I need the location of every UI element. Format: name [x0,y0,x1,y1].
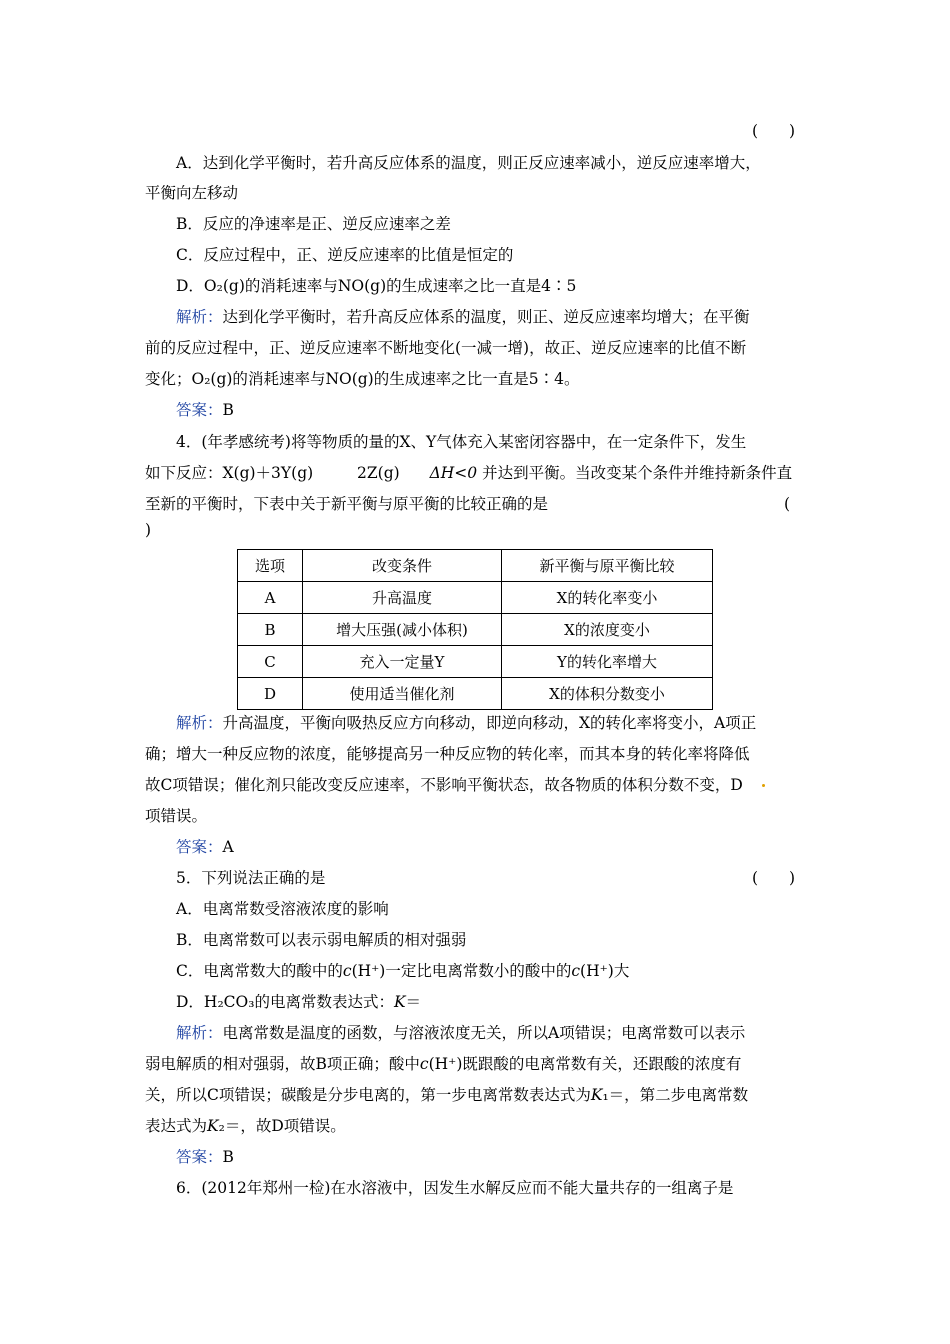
q4-analysis: 解析：升高温度，平衡向吸热反应方向移动，即逆向移动，X的转化率将变小，A项正 [176,714,757,732]
table-cell: B [238,614,303,646]
table-header-row [238,550,713,582]
q4-analysis-line2: 确；增大一种反应物的浓度，能够提高另一种反应物的转化率，而其本身的转化率将降低 [145,745,750,763]
table-cell: 使用适当催化剂 [303,678,502,710]
q6-stem: 6．(2012年郑州一检)在水溶液中，因发生水解反应而不能大量共存的一组离子是 [176,1179,734,1197]
table-row [238,646,713,678]
answer-label: 答案： [176,1148,223,1166]
table-cell: X的浓度变小 [502,614,713,646]
q3-analysis: 解析：达到化学平衡时，若升高反应体系的温度，则正、逆反应速率均增大；在平衡 [176,308,750,326]
table-row [238,582,713,614]
table-cell: Y的转化率增大 [502,646,713,678]
table-cell: X的转化率变小 [502,582,713,614]
q3-option-c: C．反应过程中，正、逆反应速率的比值是恒定的 [176,246,514,264]
q4-bracket-open: ( [784,495,791,513]
q5-option-b: B．电离常数可以表示弱电解质的相对强弱 [176,931,467,949]
q5-stem: 5．下列说法正确的是 [176,869,326,887]
table-cell: C [238,646,303,678]
table-cell: D [238,678,303,710]
analysis-label: 解析： [176,714,223,732]
q3-analysis-line3: 变化；O₂(g)的消耗速率与NO(g)的生成速率之比一直是5∶4。 [145,370,580,388]
q5-analysis-line4: 表达式为K₂＝，故D项错误。 [145,1117,346,1135]
q4-stem: 4．(年孝感统考)将等物质的量的X、Y气体充入某密闭容器中，在一定条件下，发生 [176,433,747,451]
table-header: 改变条件 [303,550,502,582]
table-row [238,614,713,646]
q3-analysis-line2: 前的反应过程中，正、逆反应速率不断地变化(一减一增)，故正、逆反应速率的比值不断 [145,339,747,357]
analysis-label: 解析： [176,308,223,326]
q5-answer: 答案：B [176,1148,234,1166]
decorative-dot [762,784,765,787]
q5-option-a: A．电离常数受溶液浓度的影响 [176,900,389,918]
q5-analysis-line3: 关，所以C项错误；碳酸是分步电离的，第一步电离常数表达式为K₁＝，第二步电离常数 [145,1086,749,1104]
table-header: 选项 [238,550,303,582]
q3-option-d: D．O₂(g)的消耗速率与NO(g)的生成速率之比一直是4∶5 [176,277,577,295]
q4-analysis-line3: 故C项错误；催化剂只能改变反应速率，不影响平衡状态，故各物质的体积分数不变，D [145,776,743,794]
q4-table [237,549,713,710]
q5-bracket: ( ) [752,869,796,887]
table-cell: 增大压强(减小体积) [303,614,502,646]
q5-option-d: D．H₂CO₃的电离常数表达式：K＝ [176,993,422,1011]
q3-option-b: B．反应的净速率是正、逆反应速率之差 [176,215,451,233]
table-row [238,678,713,710]
q5-analysis: 解析：电离常数是温度的函数，与溶液浓度无关，所以A项错误；电离常数可以表示 [176,1024,746,1042]
answer-label: 答案： [176,401,223,419]
q3-bracket: ( ) [752,122,796,140]
q3-option-a: A．达到化学平衡时，若升高反应体系的温度，则正反应速率减小，逆反应速率增大， [176,154,761,172]
table-cell: X的体积分数变小 [502,678,713,710]
q4-answer: 答案：A [176,838,234,856]
q4-stem-line3: 至新的平衡时，下表中关于新平衡与原平衡的比较正确的是 [145,495,549,513]
q3-option-a-cont: 平衡向左移动 [145,184,239,202]
table-header: 新平衡与原平衡比较 [502,550,713,582]
q4-bracket-close: ) [145,521,152,539]
table-cell: 升高温度 [303,582,502,614]
q5-option-c: C．电离常数大的酸中的c(H⁺)一定比电离常数小的酸中的c(H⁺)大 [176,962,630,980]
q3-answer: 答案：B [176,401,234,419]
answer-label: 答案： [176,838,223,856]
analysis-label: 解析： [176,1024,223,1042]
table-cell: A [238,582,303,614]
q4-analysis-line4: 项错误。 [145,807,208,825]
q4-stem-line2: 如下反应：X(g)＋3Y(g) 2Z(g) ΔH<0 并达到平衡。当改变某个条件并维持新条件直 [145,464,793,482]
q5-analysis-line2: 弱电解质的相对强弱，故B项正确；酸中c(H⁺)既跟酸的电离常数有关，还跟酸的浓度有 [145,1055,742,1073]
table-cell: 充入一定量Y [303,646,502,678]
